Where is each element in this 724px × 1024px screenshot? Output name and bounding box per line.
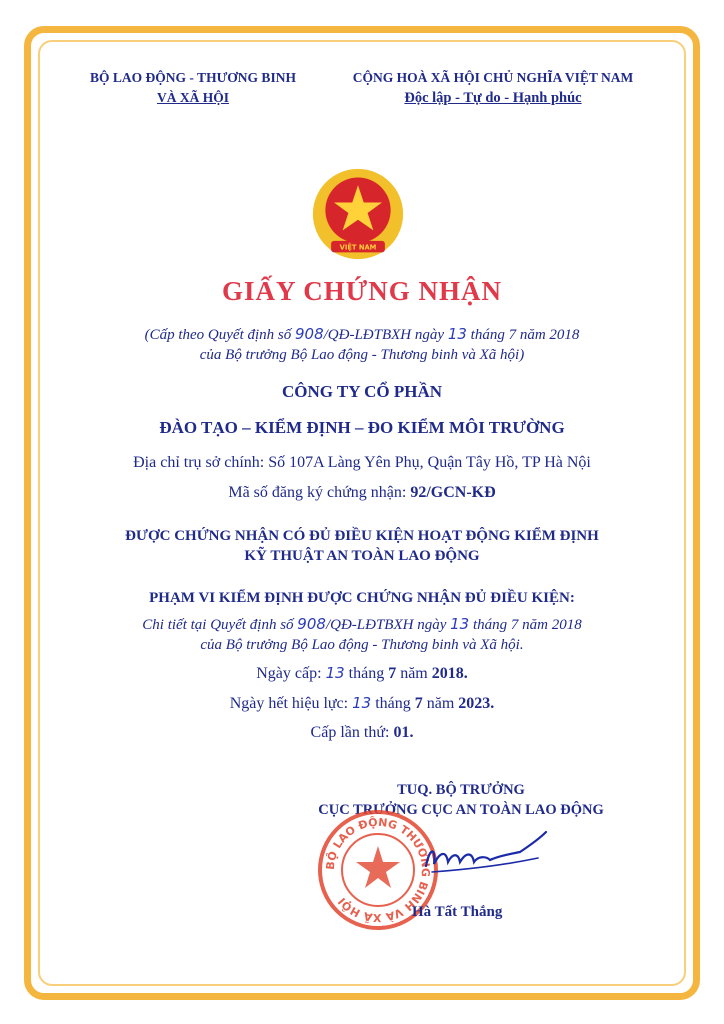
expiry-year: 2023. [458, 695, 495, 712]
registration-number [40, 484, 684, 502]
signatory-authority: TUQ. BỘ TRƯỞNG [397, 782, 525, 798]
scope-detail [40, 614, 684, 655]
national-motto: Độc lập - Tự do - Hạnh phúc [404, 90, 582, 106]
issue-month-label: tháng [348, 665, 385, 682]
scope-mid: /QĐ-LĐTBXH ngày [325, 617, 447, 633]
ministry-line1: BỘ LAO ĐỘNG - THƯƠNG BINH [90, 70, 296, 85]
issue-times [40, 724, 684, 742]
issuance-note [40, 324, 684, 365]
scope-day: 13 [450, 615, 470, 633]
company-name-line1: CÔNG TY CỔ PHẦN [281, 382, 443, 401]
certification-line1: ĐƯỢC CHỨNG NHẬN CÓ ĐỦ ĐIỀU KIỆN HOẠT ĐỘNG KIỂM ĐỊNH [125, 528, 599, 544]
certification-line2: KỸ THUẬT AN TOÀN LAO ĐỘNG [244, 548, 480, 564]
expiry-month-label: tháng [375, 695, 411, 712]
expiry-day: 13 [352, 694, 372, 712]
issue-times-value: 01. [393, 724, 414, 741]
scope-month-year: tháng 7 năm 2018 [472, 617, 582, 633]
expiry-date-label: Ngày hết hiệu lực: [229, 695, 349, 712]
national-emblem-icon [310, 166, 406, 262]
republic-header [318, 68, 668, 108]
certificate-title: GIẤY CHỨNG NHẬN [222, 276, 502, 306]
issue-year: 2018. [431, 665, 468, 682]
company-address: Địa chỉ trụ sở chính: Số 107A Làng Yên Phụ, Quận Tây Hồ, TP Hà Nội [133, 454, 591, 471]
scope-heading: PHẠM VI KIỂM ĐỊNH ĐƯỢC CHỨNG NHẬN ĐỦ ĐIỀU KIỆN: [149, 590, 575, 606]
issuance-line2: của Bộ trưởng Bộ Lao động - Thương binh và Xã hội) [199, 347, 525, 363]
scope-line2: của Bộ trưởng Bộ Lao động - Thương binh và Xã hội. [200, 637, 524, 653]
issue-year-label: năm [400, 665, 428, 682]
emblem-ribbon-text: VIỆT NAM [339, 243, 377, 252]
issuance-mid: /QĐ-LĐTBXH ngày [323, 327, 445, 343]
registration-value: 92/GCN-KĐ [410, 484, 496, 501]
issuance-day: 13 [447, 325, 467, 343]
scope-decision-number: 908 [297, 615, 326, 633]
stamp-text: BỘ LAO ĐỘNG THƯƠNG BINH VÀ XÃ HỘI [323, 815, 433, 925]
expiry-date [40, 694, 684, 713]
issuance-month-year: tháng 7 năm 2018 [470, 327, 580, 343]
signatory-name: Hà Tất Thắng [412, 904, 503, 920]
issue-date-label: Ngày cấp: [256, 665, 322, 682]
expiry-year-label: năm [426, 695, 455, 712]
certification-statement [40, 526, 684, 566]
issuance-decision-number: 908 [295, 325, 324, 343]
signatory-title: CỤC TRƯỞNG CỤC AN TOÀN LAO ĐỘNG [318, 802, 604, 818]
registration-label: Mã số đăng ký chứng nhận: [228, 484, 407, 501]
company-name-line2: ĐÀO TẠO – KIỂM ĐỊNH – ĐO KIỂM MÔI TRƯỜNG [159, 418, 565, 437]
republic-name: CỘNG HOÀ XÃ HỘI CHỦ NGHĨA VIỆT NAM [352, 70, 634, 85]
issue-times-label: Cấp lần thứ: [310, 724, 390, 741]
scope-prefix: Chi tiết tại Quyết định số [142, 617, 294, 633]
ministry-header [58, 68, 328, 108]
handwritten-signature [420, 826, 550, 880]
issue-date [40, 664, 684, 683]
issuance-prefix: (Cấp theo Quyết định số [144, 327, 292, 343]
issue-day: 13 [325, 664, 345, 682]
expiry-month: 7 [414, 695, 423, 712]
ministry-line2: VÀ XÃ HỘI [156, 90, 229, 105]
issue-month: 7 [388, 665, 397, 682]
